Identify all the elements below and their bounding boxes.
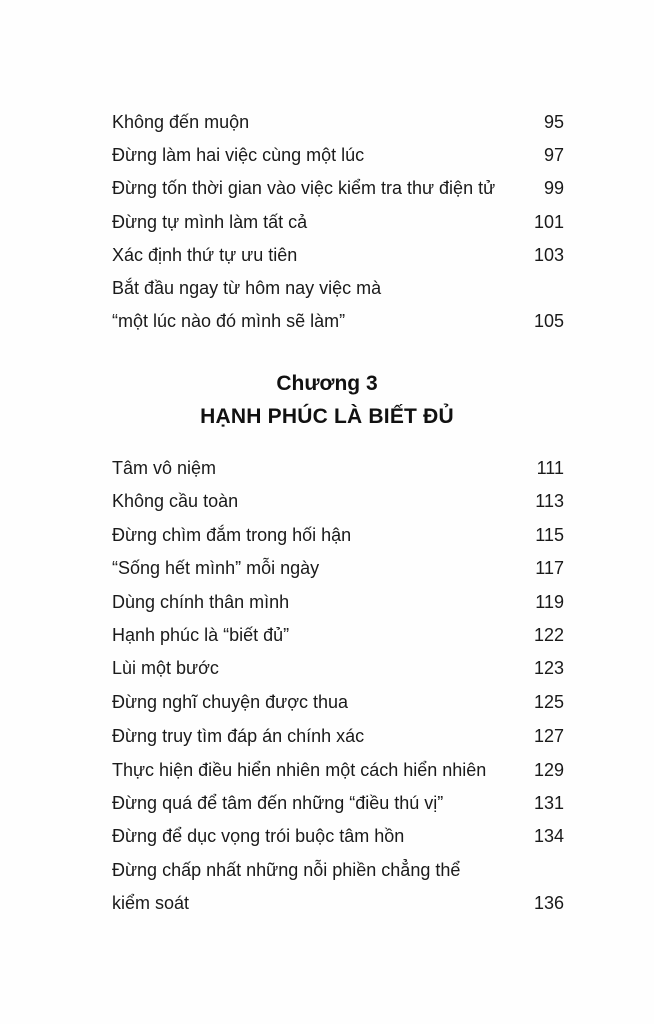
toc-entry-page: 125 bbox=[533, 692, 564, 712]
toc-entry-page: 122 bbox=[533, 625, 564, 645]
toc-entry-page: 97 bbox=[543, 145, 564, 165]
toc-entry bbox=[112, 619, 564, 652]
toc-entry-page: 113 bbox=[535, 491, 564, 511]
chapter-title: HẠNH PHÚC LÀ BIẾT ĐỦ bbox=[200, 405, 454, 428]
toc-entry bbox=[112, 106, 564, 139]
toc-entry bbox=[112, 652, 564, 685]
toc-entry bbox=[112, 586, 564, 619]
toc-entry-page: 119 bbox=[535, 592, 564, 612]
toc-entry-page: 131 bbox=[533, 793, 564, 813]
toc-entry-page: 103 bbox=[533, 245, 564, 265]
toc-entry-title: Đừng chấp nhất những nỗi phiền chẳng thể kiểm soát bbox=[112, 860, 461, 913]
toc-entry bbox=[112, 239, 564, 272]
toc-entry-title: Tâm vô niệm bbox=[112, 458, 217, 478]
toc-entry-title: Đừng nghĩ chuyện được thua bbox=[112, 692, 349, 712]
toc-entry bbox=[112, 206, 564, 239]
toc-entry-page: 129 bbox=[533, 760, 564, 780]
toc-entry-page: 111 bbox=[536, 458, 564, 478]
toc-entry bbox=[112, 820, 564, 853]
toc-entry bbox=[112, 139, 564, 172]
toc-entry-title: Đừng truy tìm đáp án chính xác bbox=[112, 726, 365, 746]
toc-entry bbox=[112, 272, 564, 338]
toc-entry-page: 123 bbox=[533, 658, 564, 678]
toc-entry bbox=[112, 552, 564, 585]
toc-entry bbox=[112, 485, 564, 518]
toc-entry bbox=[112, 787, 564, 820]
toc-entry-title: Đừng chìm đắm trong hối hận bbox=[112, 525, 352, 545]
toc-entry bbox=[112, 519, 564, 552]
toc-entry-title: Đừng để dục vọng trói buộc tâm hồn bbox=[112, 826, 405, 846]
toc-entry-page: 115 bbox=[535, 525, 564, 545]
toc-entry bbox=[112, 854, 564, 920]
toc-entry-page: 101 bbox=[533, 212, 564, 232]
toc-entry-page: 136 bbox=[533, 893, 564, 913]
toc-entry-title: Không đến muộn bbox=[112, 112, 250, 132]
toc-entry-title: Đừng tự mình làm tất cả bbox=[112, 212, 308, 232]
toc-entry bbox=[112, 754, 564, 787]
toc-entry-page: 127 bbox=[533, 726, 564, 746]
toc-entry bbox=[112, 172, 564, 205]
toc-entry-title: Hạnh phúc là “biết đủ” bbox=[112, 625, 290, 645]
toc-entry-title: Xác định thứ tự ưu tiên bbox=[112, 245, 298, 265]
toc-entry bbox=[112, 452, 564, 485]
toc-entry bbox=[112, 720, 564, 753]
toc-entry bbox=[112, 686, 564, 719]
toc-entry-title: “Sống hết mình” mỗi ngày bbox=[112, 558, 320, 578]
toc-entry-title: Đừng quá để tâm đến những “điều thú vị” bbox=[112, 793, 444, 813]
toc-entry-title: Không cầu toàn bbox=[112, 491, 239, 511]
toc-entry-title: Dùng chính thân mình bbox=[112, 592, 290, 612]
toc-entry-title: Thực hiện điều hiển nhiên một cách hiển nhiên bbox=[112, 760, 487, 780]
toc-entry-page: 117 bbox=[535, 558, 564, 578]
toc-entry-title: Đừng tốn thời gian vào việc kiểm tra thư điện tử bbox=[112, 178, 496, 198]
toc-entry-page: 95 bbox=[543, 112, 564, 132]
chapter-number: Chương 3 bbox=[276, 372, 378, 395]
toc-entry-page: 134 bbox=[533, 826, 564, 846]
toc-entry-title: Đừng làm hai việc cùng một lúc bbox=[112, 145, 365, 165]
toc-entry-title: Lùi một bước bbox=[112, 658, 219, 678]
toc-entry-title: Bắt đầu ngay từ hôm nay việc mà “một lúc nào đó mình sẽ làm” bbox=[112, 278, 382, 331]
toc-entry-page: 99 bbox=[543, 178, 564, 198]
toc-entry-page: 105 bbox=[533, 311, 564, 331]
